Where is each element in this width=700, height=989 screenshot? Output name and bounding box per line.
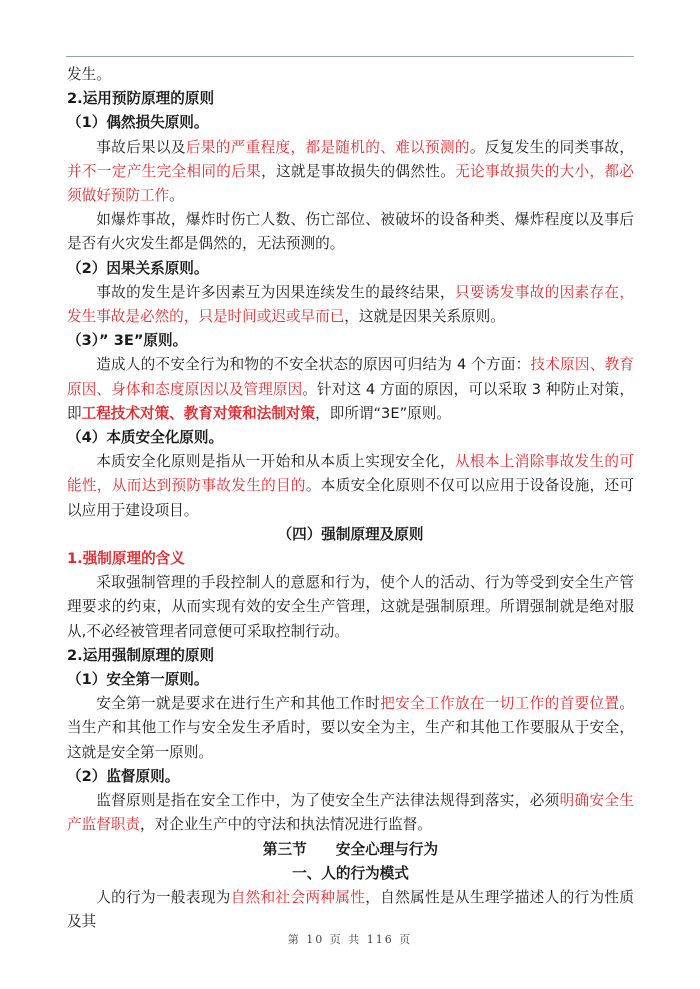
body-paragraph [67, 571, 634, 644]
highlighted-text: 把安全工作放在一切工作的首要位置 [380, 695, 620, 713]
text-run: ，这就是因果关系原则。 [344, 308, 505, 326]
text-run: ，这就是事故损失的偶然性。 [261, 162, 456, 180]
highlighted-text: 无论事故损失的大小，都必须做好预防工作 [67, 162, 634, 205]
body-paragraph [67, 353, 634, 426]
highlighted-text: 技术原因、教育原因、身体和态度原因以及管理原因 [67, 356, 634, 398]
body-paragraph [67, 281, 634, 329]
text-run: 监督原则是指在安全工作中，为了使安全生产法律法规得到落实，必须 [96, 792, 560, 810]
text-run: （2）因果关系原则。 [67, 259, 209, 277]
text-run: （3）” 3E”原则。 [67, 332, 188, 350]
section-heading [67, 862, 634, 886]
highlighted-text: 从根本上消除事故发生的可能性，从而达到预防事故发生的目的 [67, 453, 634, 495]
text-run: （4）本质安全化原则。 [67, 429, 224, 447]
text-run: 2.运用预防原理的原则 [67, 90, 215, 108]
text-run: （四）强制原理及原则 [277, 525, 424, 543]
section-heading [67, 765, 634, 789]
section-heading [67, 644, 634, 668]
section-heading [67, 111, 634, 135]
highlighted-text: 只要诱发事故的因素存在，发生事故是必然的，只是时间或迟或早而已 [67, 283, 634, 326]
text-run: （2）监督原则。 [67, 767, 180, 785]
header-rule [66, 56, 634, 57]
text-run: 本质安全化原则是指从一开始和从本质上实现安全化， [96, 453, 455, 471]
highlighted-text: 后果的严重程度，都是随机的、难以预测的 [185, 138, 470, 156]
text-run: 采取强制管理的手段控制人的意愿和行为，使个人的活动、行为等受到安全生产管理要求的约束，从而实现有效的安全生产管理，这就是强制原理。所谓强制就是绝对服从,不必经被管理者同意便可采取控制行动。 [67, 574, 634, 640]
text-run: 。本质安全化原则不仅可以应用于设备设施，还可以应用于建设项目。 [67, 477, 634, 519]
body-paragraph [67, 136, 634, 209]
text-run: 事故后果以及 [96, 138, 186, 156]
highlighted-text: 自然和社会两种属性 [230, 888, 366, 906]
section-heading [67, 257, 634, 281]
body-paragraph [67, 63, 634, 87]
text-run: ，对企业生产中的守法和执法情况进行监督。 [139, 816, 432, 834]
section-heading [67, 838, 634, 862]
section-heading [67, 87, 634, 111]
section-heading [67, 426, 634, 450]
text-run: 安全第一就是要求在进行生产和其他工作时 [96, 695, 381, 713]
text-run: 2.运用强制原理的原则 [67, 646, 215, 664]
highlighted-text: 工程技术对策、教育对策和法制对策 [81, 404, 316, 422]
document-body [67, 63, 634, 934]
body-paragraph [67, 692, 634, 765]
body-paragraph [67, 789, 634, 837]
body-paragraph [67, 450, 634, 523]
section-heading [67, 668, 634, 692]
text-run: 如爆炸事故，爆炸时伤亡人数、伤亡部位、被破坏的设备种类、爆炸程度以及事后是否有火灾发生都是偶然的，无法预测的。 [67, 211, 634, 253]
section-heading [67, 329, 634, 353]
body-paragraph [67, 208, 634, 256]
highlighted-text: 并不一定产生完全相同的后果 [67, 162, 262, 180]
text-run: ，即所谓“3E”原则。 [315, 404, 451, 422]
highlighted-text: 明确安全生产监督职责 [67, 792, 634, 834]
section-heading [67, 547, 634, 571]
text-run: 人的行为一般表现为 [96, 888, 231, 906]
text-run: 。 [169, 187, 184, 205]
text-run: 一、人的行为模式 [292, 864, 409, 882]
body-paragraph [67, 886, 634, 934]
highlighted-text: 1.强制原理的含义 [67, 550, 185, 568]
section-heading [67, 523, 634, 547]
text-run: 事故的发生是许多因素互为因果连续发生的最终结果， [96, 283, 455, 301]
text-run: 。当生产和其他工作与安全发生矛盾时，要以安全为主，生产和其他工作要服从于安全，这就是安全第一原则。 [67, 695, 634, 761]
text-run: （1）安全第一原则。 [67, 671, 209, 689]
text-run: ，自然属性是从生理学描述人的行为性质及其 [67, 888, 634, 931]
text-run: （1）偶然损失原则。 [67, 114, 209, 132]
text-run: 。针对这 4 方面的原因，可以采取 3 种防止对策，即 [67, 380, 634, 422]
text-run: 造成人的不安全行为和物的不安全状态的原因可归结为 4 个方面： [96, 356, 531, 374]
text-run: 发生。 [67, 66, 111, 83]
text-run: 。反复发生的同类事故， [469, 138, 634, 156]
page-footer: 第 10 页 共 116 页 [287, 933, 413, 946]
text-run: 第三节 安全心理与行为 [262, 840, 439, 858]
